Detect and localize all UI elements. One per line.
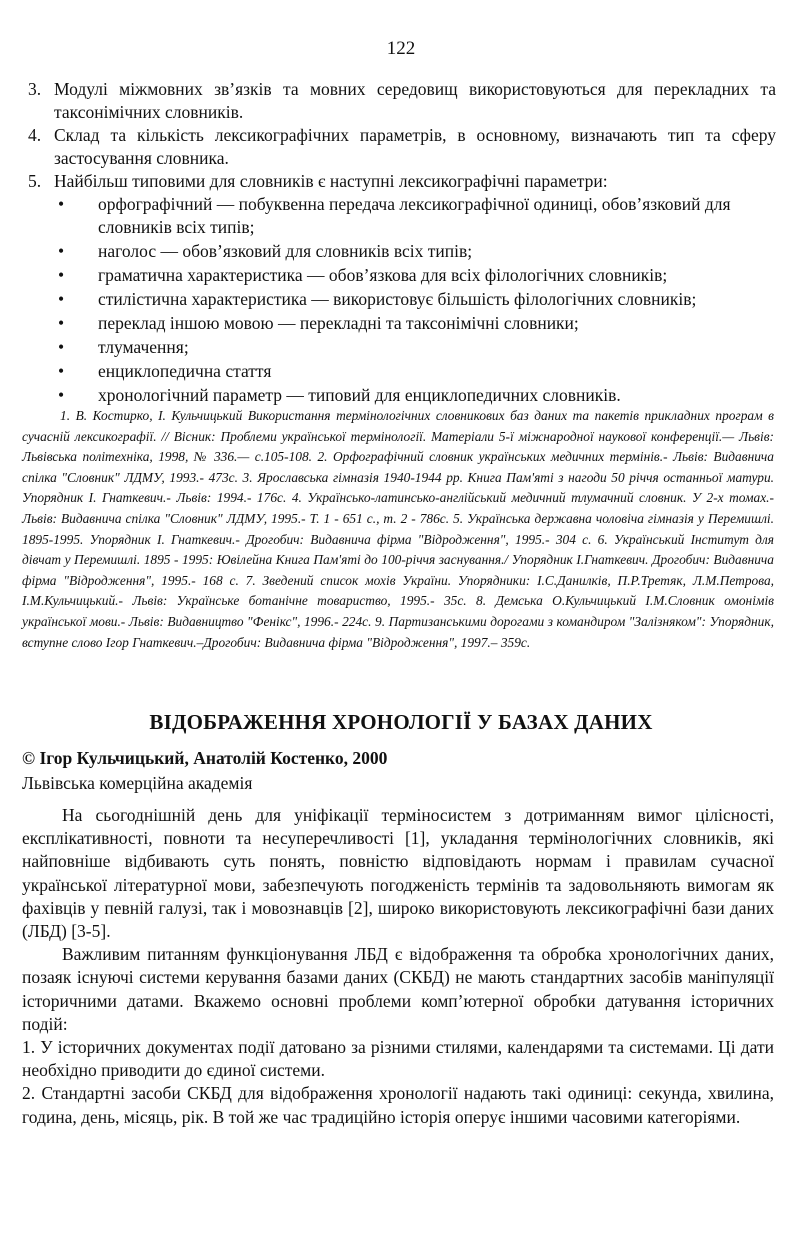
body-paragraph: 2. Стандартні засоби СКБД для відображення хронології надають такі одиниці: секунда, хвилина, година, день, місяць, рік. В той же час традиційно історія оперує іншими часовими категоріями. xyxy=(22,1083,774,1127)
page-number: 122 xyxy=(386,38,416,59)
article-body xyxy=(22,804,774,1129)
numbered-list xyxy=(28,78,776,408)
references-block: 1. В. Костирко, І. Кульчицький Використання термінологічних словникових баз даних та пакетів прикладних програм в сучасній лексикографії. // Вісник: Проблеми української термінології. Матеріали 5-ї міжнародної наукової конференції.— Львів: Львівська політехніка, 1998, № 336.— с.105-108. 2. Орфографічний словник українських медичних термінів.- Львів: Видавнича спілка "Словник" ЛДМУ, 1993.- 473с. 3. Ярославська гімназія 1940-1944 рр. Книга Пам'яті з нагоди 50 річчя останньої матури. Упорядник І. Гнаткевич.- Львів: 1994.- 176с. 4. Українсько-латинсько-англійський медичний тлумачний словник. У 2-х томах.- Львів: Видавнича спілка "Словник" ЛДМУ, 1995.- Т. 1 - 651 с., т. 2 - 786с. 5. Українська державна чоловіча гімназія у Перемишлі. 1895-1995. Упорядник І. Гнаткевич.- Дрогобич: Видавнича фірма "Відродження", 1995.- 304 с. 6. Український Інститут для дівчат у Перемишлі. 1895 - 1995: Ювілейна Книга Пам'яті до 100-річчя заснування./ Упорядник І.Гнаткевич. Дрогобич: Видавнича фірма "Відродження", 1995.- 168 с. 7. Зведений список мохів України. Упорядники: І.С.Данилків, П.Р.Третяк, Л.М.Петрова, І.М.Кульчицький.- Львів: Українське ботанічне товариство, 1995.- 35с. 8. Демська О.Кульчицький І.М.Словник омонімів української мови.- Львів: Видавництво "Фенікс", 1996.- 224с. 9. Партизанськими дорогами з командиром "Залізняком": Упорядник, вступне слово Ігор Гнаткевич.–Дрогобич: Видавнича фірма "Відродження", 1997.– 359с. xyxy=(22,408,774,650)
numbered-item xyxy=(28,124,776,170)
body-paragraph: На сьогоднішній день для уніфікації терміносистем з дотриманням вимог цілісності, експлікативності, повноти та несуперечливості [1], укладання термінологічних словників, які найповніше відбивають суть понять, повністю відповідають нормам і правилам сучасної української літературної мови, забезпечують погодженість термінів та задовольняють вимогам як фахівців у певній галузі, так і мовознавців [2], широко використовують лексикографічні бази даних (ЛБД) [3-5]. xyxy=(22,805,774,942)
bullet-item xyxy=(54,312,776,335)
bullet-text: наголос — обов’язковий для словників всіх типів; xyxy=(98,241,473,261)
numbered-item xyxy=(28,170,776,193)
item-number: 5. xyxy=(28,171,42,191)
article-authors: © Ігор Кульчицький, Анатолій Костенко, 2000 xyxy=(22,748,388,768)
bullet-icon: • xyxy=(58,241,65,261)
item-number: 3. xyxy=(28,79,42,99)
bullet-icon: • xyxy=(58,361,65,381)
item-number: 4. xyxy=(28,125,42,145)
item-text: Найбільш типовими для словників є наступні лексикографічні параметри: xyxy=(54,171,608,191)
bullet-item xyxy=(54,360,776,383)
body-paragraph: Важливим питанням функціонування ЛБД є відображення та обробка хронологічних даних, позаяк існуючі системи керування базами даних (СКБД) не мають стандартних засобів маніпуляції історичними датами. Вкажемо основні проблеми комп’ютерної обробки датування історичних подій: xyxy=(22,944,774,1034)
bullet-text: хронологічний параметр — типовий для енциклопедичних словників. xyxy=(98,385,621,405)
parameter-bullet-list xyxy=(54,193,776,407)
bullet-text: граматична характеристика — обов’язкова для всіх філологічних словників; xyxy=(98,265,668,285)
bullet-item xyxy=(54,336,776,359)
bullet-icon: • xyxy=(58,194,65,214)
item-text: Модулі міжмовних зв’язків та мовних середовищ використовуються для перекладних та таксонімічних словників. xyxy=(54,79,776,122)
bullet-text: енциклопедична стаття xyxy=(98,361,272,381)
bullet-item xyxy=(54,288,776,311)
numbered-item xyxy=(28,78,776,124)
bullet-item xyxy=(54,264,776,287)
bullet-text: переклад іншою мовою — перекладні та таксонімічні словники; xyxy=(98,313,579,333)
bullet-item xyxy=(54,384,776,407)
bullet-icon: • xyxy=(58,289,65,309)
bullet-item xyxy=(54,193,776,239)
bullet-text: орфографічний — побуквенна передача лексикографічної одиниці, обов’язковий для словників всіх типів; xyxy=(98,194,731,237)
bullet-icon: • xyxy=(58,385,65,405)
bullet-icon: • xyxy=(58,313,65,333)
bullet-item xyxy=(54,240,776,263)
bullet-text: тлумачення; xyxy=(98,337,189,357)
article-title: ВІДОБРАЖЕННЯ ХРОНОЛОГІЇ У БАЗАХ ДАНИХ xyxy=(149,710,653,734)
bullet-text: стилістична характеристика — використовує більшість філологічних словників; xyxy=(98,289,697,309)
article-affiliation: Львівська комерційна академія xyxy=(22,773,253,793)
body-paragraph: 1. У історичних документах події датовано за різними стилями, календарями та системами. Ці дати необхідно приводити до єдиної системи. xyxy=(22,1037,774,1081)
bullet-icon: • xyxy=(58,265,65,285)
bullet-icon: • xyxy=(58,337,65,357)
item-text: Склад та кількість лексикографічних параметрів, в основному, визначають тип та сферу застосування словника. xyxy=(54,125,776,168)
